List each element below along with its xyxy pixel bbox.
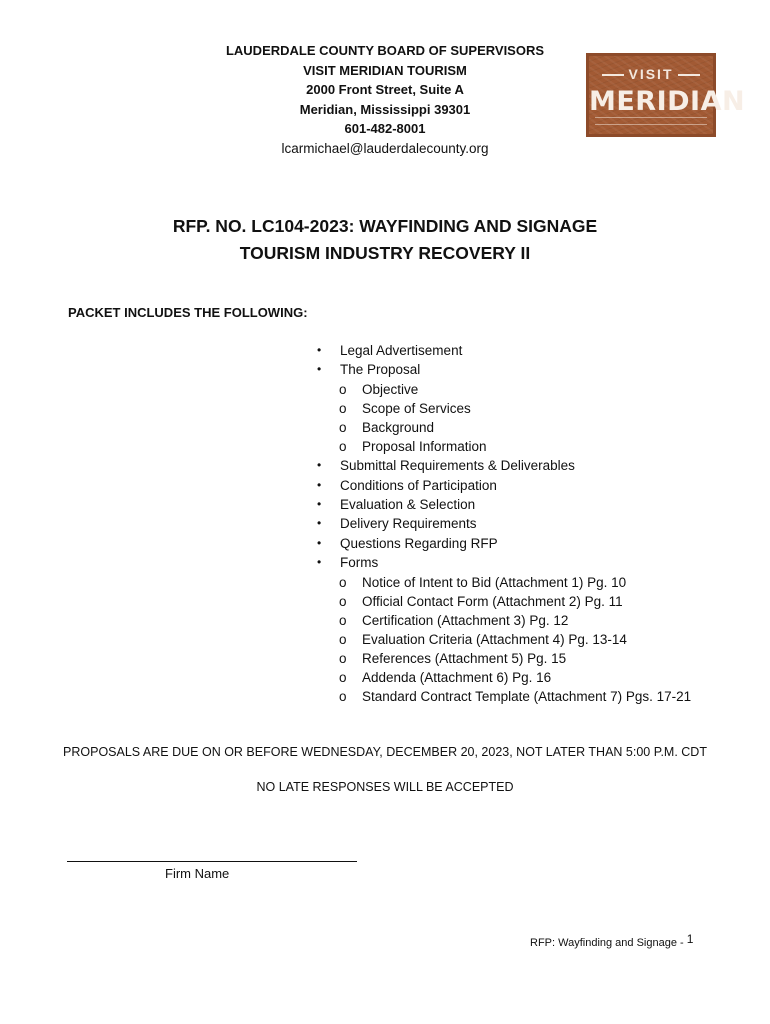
bullet-icon: • [317,343,322,357]
logo-visit-text: VISIT [628,66,674,82]
list-item [310,476,691,495]
sub-bullet-icon: o [339,669,347,685]
list-item-label: Addenda (Attachment 6) Pg. 16 [362,669,552,685]
sub-list-item [310,437,691,456]
document-title [90,213,680,267]
list-item [310,360,691,379]
list-item-label: Official Contact Form (Attachment 2) Pg. 11 [362,593,623,609]
list-item [310,514,691,533]
packet-heading: PACKET INCLUDES THE FOLLOWING: [68,305,308,320]
sub-bullet-icon: o [339,381,347,397]
dept-name: VISIT MERIDIAN TOURISM [303,62,467,78]
list-item-label: Evaluation & Selection [340,496,476,512]
late-response-notice: NO LATE RESPONSES WILL BE ACCEPTED [256,780,514,794]
logo-bar-left [602,74,624,76]
sub-bullet-icon: o [339,689,347,705]
title-line-2: TOURISM INDUSTRY RECOVERY II [239,243,531,263]
logo-bar-right [678,74,700,76]
org-name: LAUDERDALE COUNTY BOARD OF SUPERVISORS [225,43,545,58]
phone-number: 601-482-8001 [344,121,426,136]
logo-underline [595,117,707,125]
sub-list-item [310,630,691,649]
sub-bullet-icon: o [339,419,347,435]
logo-meridian-text: MERIDIAN [589,86,746,117]
list-item-label: Conditions of Participation [340,477,497,493]
street-address: 2000 Front Street, Suite A [306,82,464,97]
page-number: 1 [686,932,694,946]
city-state-zip: Meridian, Mississippi 39301 [299,101,471,117]
list-item-label: Objective [362,381,419,397]
sub-list-item [310,649,691,668]
sub-list-item [310,592,691,611]
sub-bullet-icon: o [339,574,347,590]
list-item-label: Scope of Services [362,400,471,416]
contact-email: lcarmichael@lauderdalecounty.org [281,140,489,156]
visit-meridian-logo [586,53,746,137]
sub-list-item [310,418,691,437]
bullet-icon: • [317,516,322,531]
list-item [310,495,691,514]
sub-list-item [310,573,691,592]
list-item-label: References (Attachment 5) Pg. 15 [362,650,567,666]
bullet-icon: • [317,362,322,377]
list-item [310,534,691,553]
footer-text: RFP: Wayfinding and Signage - [530,937,684,949]
list-item-label: The Proposal [340,362,421,378]
sub-list-item [310,380,691,399]
sub-list-item [310,399,691,418]
packet-contents-list [310,341,691,706]
sub-list-item [310,611,691,630]
logo-visit-row [589,66,713,82]
letterhead [170,41,600,159]
list-item [310,341,691,360]
title-line-1: RFP. NO. LC104-2023: WAYFINDING AND SIGNAGE [172,216,598,236]
list-item-label: Forms [340,555,379,571]
firm-name-label: Firm Name [165,866,230,881]
sub-bullet-icon: o [339,593,347,609]
page-footer [530,932,694,949]
sub-list-item [310,668,691,687]
firm-name-line [67,861,357,862]
list-item-label: Certification (Attachment 3) Pg. 12 [362,612,569,628]
bullet-icon: • [317,477,322,492]
sub-bullet-icon: o [339,631,347,647]
list-item-label: Proposal Information [362,439,487,455]
sub-bullet-icon: o [339,400,347,416]
list-item-label: Submittal Requirements & Deliverables [340,458,575,474]
list-item-label: Legal Advertisement [340,343,463,358]
sub-bullet-icon: o [339,439,347,455]
list-item [310,553,691,572]
bullet-icon: • [317,535,322,550]
list-item-label: Evaluation Criteria (Attachment 4) Pg. 13-14 [362,631,627,647]
list-item-label: Background [362,419,435,435]
sub-list-item [310,687,691,706]
sub-bullet-icon: o [339,612,347,628]
bullet-icon: • [317,555,322,570]
bullet-icon: • [317,496,322,511]
sub-bullet-icon: o [339,650,347,666]
list-item-label: Questions Regarding RFP [340,535,498,551]
list-item-label: Delivery Requirements [340,516,477,532]
list-item-label: Standard Contract Template (Attachment 7) Pgs. 17-21 [362,689,692,705]
list-item-label: Notice of Intent to Bid (Attachment 1) Pg. 10 [362,574,627,590]
list-item [310,456,691,475]
due-date-notice: PROPOSALS ARE DUE ON OR BEFORE WEDNESDAY, DECEMBER 20, 2023, NOT LATER THAN 5:00 P.M. CDT [63,745,707,759]
bullet-icon: • [317,458,322,473]
